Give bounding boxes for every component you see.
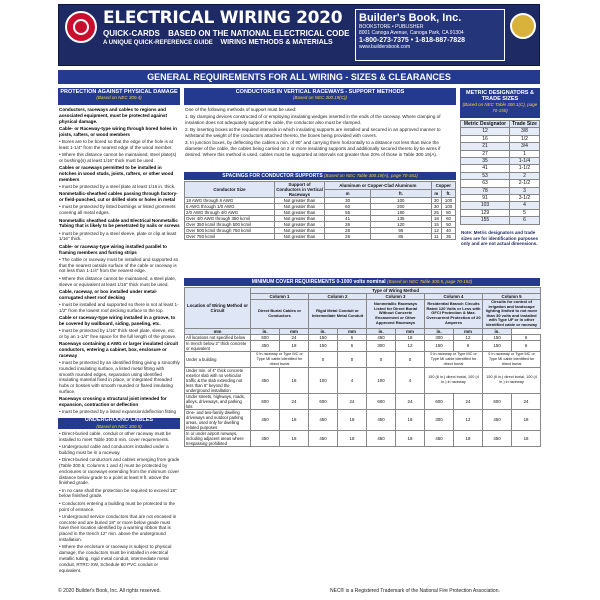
table-cell: 78 bbox=[461, 187, 510, 194]
table-cell: 100 bbox=[442, 198, 456, 204]
vertical-raceways-text bbox=[185, 107, 455, 169]
table-cell: 600 bbox=[425, 393, 454, 409]
table-cell: 150 (6 in.) direct burial, 100 (4 in.) in raceway bbox=[483, 367, 541, 393]
table-cell: 18 bbox=[280, 367, 309, 393]
table-cell: 24 bbox=[512, 393, 541, 409]
table-cell: 18 bbox=[431, 216, 442, 222]
cover-table: Location of Wiring Method or Circuit Type of Wiring Method Column 1 Column 2 Column 3 Column 4 Column 5 Direct Burial Cables or Conductors Rigid Metal Conduit or Intermediate Metal Conduit Nonmetallic Raceways Listed for Direct Burial Without Concrete Encasement or Other Approved Raceways Residential Branch Circuits Rated 120 Volts or Less with GFCI Protection & Max. Overcurrent Protection of 20 Amperes Circuits for control of irrigation and landscape lighting limited to not more than 30 volts and installed with Type UF or in other identified cable or raceway mm in. mm in. mm in. mm in. mm in. All locations not specified below 600 24 150 6 450 18 300 12 150 6 In trench below 2" thick concrete or equivalent 450 18 150 6 300 12 150 6 150 6 Under a building 0 In raceway or Type MC or Type MI cable identified for direct burial 0 0 0 0 0 In raceway or Type MC or Type MI cable identified for direct burial 0 In raceway or Type MC or Type MI cable identified for direct burial Under min. of 4" thick concrete exterior slab with no vehicular traffic & the slab extending not less than 6" beyond the underground installation 450 18 100 4 100 4 150 (6 in.) direct burial, 100 (4 in.) in raceway 150 (6 in.) direct burial, 100 (4 in.) in raceway Under streets, highways, roads, alleys, driveways, and parking lots 600 24 600 24 600 24 600 24 600 24 One- and two-family dwelling driveways and outdoor parking areas, used only for dwelling related purposes 450 18 450 18 450 18 300 12 450 18 In or under airport runways, including adjacent areas where trespassing prohibited 450 18 450 18 450 18 450 18 450 18 bbox=[184, 287, 541, 447]
table-cell: in. bbox=[367, 328, 396, 334]
text-paragraph: Nonmetallic-sheathed cables passing through factory- or field-punched, cut or drilled slots or holes in metal bbox=[59, 191, 178, 203]
table-cell: 100 bbox=[367, 367, 396, 393]
table-cell: Circuits for control of irrigation and landscape lighting limited to not more than 30 volts and installed with Type UF or in other identified cable or raceway bbox=[483, 300, 541, 329]
table-cell: 155 bbox=[461, 217, 510, 224]
table-cell: 12 bbox=[431, 228, 442, 234]
table-cell: 450 bbox=[483, 409, 512, 430]
metric-note: Note: Metric designators and trade sizes are for identification purposes only and are not actual dimensions. bbox=[461, 230, 539, 247]
table-cell: Not greater than bbox=[275, 228, 325, 234]
table-cell: 1-1/2 bbox=[509, 165, 539, 172]
text-paragraph: • Underground cable and conductors installed under a building must be in a raceway. bbox=[59, 444, 169, 455]
table-cell: In trench below 2" thick concrete or equivalent bbox=[185, 340, 251, 351]
table-cell: 0 bbox=[309, 351, 338, 367]
table-cell: 150 bbox=[425, 340, 454, 351]
text-paragraph: • Underground service conductors that are not encased in concrete and are buried 18" or more below grade must have their location identified by a warning ribbon that is placed in the trench 12" min. above the underground installation. bbox=[59, 513, 177, 543]
table-cell: 2/0 AWG through 4/0 AWG bbox=[185, 210, 275, 216]
table-cell: 18 bbox=[338, 430, 367, 446]
table-cell: Over 350 kcmil through 500 kcmil bbox=[185, 222, 275, 228]
table-cell: 450 bbox=[251, 340, 280, 351]
table-cell: 30 bbox=[431, 204, 442, 210]
table-cell: 6 bbox=[509, 217, 539, 224]
table-cell: 63 bbox=[461, 180, 510, 187]
table-cell: 18 AWG through 8 AWG bbox=[185, 198, 275, 204]
trademark-notice: NEC® is a Registered Trademark of the National Fire Protection Association. bbox=[330, 588, 500, 594]
table-cell: 25 bbox=[431, 210, 442, 216]
copyright-notice: © 2020 Builder's Book, Inc. All rights reserved. bbox=[58, 588, 161, 594]
table-cell: 129 bbox=[461, 209, 510, 216]
text-paragraph: Nonmetallic sheathed cable and Electrical Nonmetallic Tubing that is likely to be penetrated by nails or screws bbox=[59, 217, 180, 229]
table-cell: 4 bbox=[509, 202, 539, 209]
table-cell: 30 bbox=[431, 198, 442, 204]
table-row bbox=[461, 209, 540, 216]
text-paragraph: 3. In junction boxes, by deflecting the cables a min. of 90° and carrying them horizontally to a distance not less than twice the diameter of the cable, the cables being carried on 2 or more insulating supports and additionally secured thereto by tie wires if desired. Where this method is used, cables must be supported at intervals not greater than 20% of those in Table 300.19(A). bbox=[185, 140, 441, 158]
table-cell: Under streets, highways, roads, alleys, driveways, and parking lots bbox=[185, 393, 251, 409]
table-cell: 6 bbox=[454, 340, 483, 351]
table-cell: 24 bbox=[396, 393, 425, 409]
table-cell: 24 bbox=[280, 334, 309, 340]
table-cell: 600 bbox=[483, 393, 512, 409]
text-paragraph: • The cable or raceway must be installed and supported so that the nearest outside surface of the cable or raceway is not less than 1-1/4" from the nearest edge. bbox=[59, 256, 179, 274]
text-paragraph: Cable- or Raceway-type wiring through bored holes in joists, rafters, or wood members bbox=[59, 125, 177, 137]
text-paragraph: Cable, raceway, or box installed under metal-corrugated sheet roof decking bbox=[59, 288, 158, 300]
table-cell: 60 bbox=[325, 204, 371, 210]
text-paragraph: • must be protected by a steel plate at least 1/16 in. thick. bbox=[59, 184, 176, 190]
table-cell: 600 bbox=[251, 393, 280, 409]
table-row bbox=[461, 217, 540, 224]
table-cell: mm bbox=[454, 328, 483, 334]
table-cell: 85 bbox=[371, 234, 431, 240]
table-cell: Column 4 bbox=[425, 294, 483, 300]
table-cell: 18 bbox=[454, 430, 483, 446]
subtitle-line-1: QUICK-CARDS BASED ON THE NATIONAL ELECTRICAL CODE bbox=[103, 29, 350, 38]
table-cell: 6 bbox=[338, 340, 367, 351]
table-cell: 450 bbox=[251, 430, 280, 446]
table-cell: 600 bbox=[251, 334, 280, 340]
text-paragraph: Conductors, raceways and cables to regions and associated equipment, must be protected against physical damage. bbox=[59, 107, 167, 124]
publisher-name: Builder's Book, Inc. bbox=[359, 12, 462, 24]
metric-table-body bbox=[461, 128, 540, 224]
protection-heading: PROTECTION AGAINST PHYSICAL DAMAGE (Based on NEC 300.4) bbox=[58, 88, 180, 105]
text-paragraph: • In no case shall the protection be required to exceed 18" below finished grade. bbox=[59, 487, 177, 499]
table-cell: 600 bbox=[367, 393, 396, 409]
table-cell: 600 bbox=[309, 393, 338, 409]
table-row bbox=[185, 351, 541, 367]
table-cell: 450 bbox=[309, 409, 338, 430]
table-cell: All locations not specified below bbox=[185, 334, 251, 340]
text-paragraph: Cables or raceways permitted to be installed in notches in wood studs, joists, rafters, or other wood members bbox=[59, 165, 174, 182]
text-paragraph: • Where this distance cannot be maintained, steel plate(s) or bushing(s) at least 1/16" thick must be used. bbox=[59, 152, 177, 163]
table-cell: 300 bbox=[425, 334, 454, 340]
text-paragraph: • must be protected by 1/16" thick steel plate, sleeve, etc. or by an 1-1/4" free space for the full length of the groove. bbox=[59, 328, 177, 339]
table-cell: in. bbox=[251, 328, 280, 334]
table-cell: in. bbox=[309, 328, 338, 334]
table-cell: Not greater than bbox=[275, 198, 325, 204]
table-cell: 41 bbox=[325, 216, 371, 222]
text-paragraph: 2. By inserting boxes at the required intervals in which insulating supports are installed and secured in an approved manner to withstand the weight of the conductors attached thereto, the boxes being provided with covers. bbox=[185, 127, 441, 139]
text-paragraph: One of the following methods of support must be used: bbox=[185, 107, 297, 112]
table-cell: 4 bbox=[338, 367, 367, 393]
table-cell: mm bbox=[185, 328, 251, 334]
publisher-tagline: BOOKSTORE • PUBLISHER bbox=[359, 24, 424, 30]
table-cell: 18 bbox=[512, 409, 541, 430]
table-row bbox=[461, 150, 540, 157]
table-cell: 50 bbox=[442, 222, 456, 228]
spacing-heading: SPACINGS FOR CONDUCTOR SUPPORTS (Based on NEC Table 300.19(A), page 70-161) bbox=[184, 172, 456, 180]
protection-text bbox=[59, 107, 180, 414]
table-cell: 5 bbox=[509, 209, 539, 216]
table-cell: 4 bbox=[396, 367, 425, 393]
table-cell: 100 bbox=[442, 204, 456, 210]
text-paragraph: Cable or raceway-type wiring installed in a groove, to be covered by wallboard, siding, paneling, etc. bbox=[59, 315, 176, 326]
text-paragraph: • must be protected by listed bushings or listed grommets covering all metal edges. bbox=[59, 204, 176, 216]
table-row bbox=[185, 340, 541, 351]
table-row bbox=[185, 234, 456, 240]
publisher-phone: 1-800-273-7375 • 1-818-887-7828 bbox=[359, 37, 465, 44]
table-cell: 91 bbox=[461, 195, 510, 202]
table-cell: 2 bbox=[509, 172, 539, 179]
table-cell: 12 bbox=[396, 340, 425, 351]
table-cell: Column 2 bbox=[309, 294, 367, 300]
table-cell: Over 500 kcmil through 750 kcmil bbox=[185, 228, 275, 234]
text-paragraph: • Conductors entering a building must be protected to the point of entrance. bbox=[59, 500, 176, 512]
card-title: ELECTRICAL WIRING 2020 bbox=[103, 8, 343, 28]
table-cell: Not greater than bbox=[275, 234, 325, 240]
table-row bbox=[461, 195, 540, 202]
table-cell: Over 750 kcmil bbox=[185, 234, 275, 240]
table-cell: 21 bbox=[461, 143, 510, 150]
table-row bbox=[461, 202, 540, 209]
table-cell: 16 bbox=[461, 135, 510, 142]
table-cell: Not greater than bbox=[275, 216, 325, 222]
table-row bbox=[461, 172, 540, 179]
header-banner bbox=[58, 4, 540, 66]
table-cell: 12 bbox=[461, 128, 510, 135]
table-row bbox=[461, 187, 540, 194]
table-cell: in. bbox=[425, 328, 454, 334]
table-cell: 35 bbox=[442, 234, 456, 240]
table-cell: Not greater than bbox=[275, 222, 325, 228]
table-cell: Column 5 bbox=[483, 294, 541, 300]
underground-text bbox=[59, 431, 180, 585]
table-cell: 150 bbox=[483, 334, 512, 340]
text-paragraph: • must be protected by a listed expansion/deflection fitting bbox=[59, 409, 177, 414]
table-cell: 60 bbox=[442, 216, 456, 222]
text-paragraph: 1. By clamping devices constructed of or employing insulating wedges inserted in the ends of the raceway. Where clamping of insulation does not adequately support the cable, the conductor also must be clamped. bbox=[185, 114, 441, 126]
table-row bbox=[185, 367, 541, 393]
table-cell: mm bbox=[280, 328, 309, 334]
text-paragraph: • Where this distance cannot be maintained, a steel plate, sleeve or equivalent at least 1/16" thick must be used. bbox=[59, 275, 177, 287]
table-cell: 55 bbox=[325, 210, 371, 216]
table-row bbox=[185, 430, 541, 446]
table-cell: 450 bbox=[251, 409, 280, 430]
vertical-raceways-heading: CONDUCTORS IN VERTICAL RACEWAYS - SUPPORT METHODS (Based on NEC 300.19(C)) bbox=[184, 88, 456, 105]
table-cell: Under min. of 4" thick concrete exterior slab with no vehicular traffic & the slab extending not less than 6" beyond the underground installation bbox=[185, 367, 251, 393]
metric-table: Metric Designator Trade Size 12 3/8 16 1/2 21 3/4 27 1 35 1-1/4 41 1-1/2 53 2 63 2-1/2 78 3 91 3-1/2 103 4 129 5 155 6 bbox=[460, 120, 540, 225]
table-cell: 3-1/2 bbox=[509, 195, 539, 202]
table-cell: 450 bbox=[425, 430, 454, 446]
table-cell: 30 bbox=[325, 198, 371, 204]
subtitle-line-2: A UNIQUE QUICK-REFERENCE GUIDE WIRING METHODS & MATERIALS bbox=[103, 39, 333, 46]
table-cell: Residential Branch Circuits Rated 120 Volts or Less with GFCI Protection & Max. Overcurrent Protection of 20 Amperes bbox=[425, 300, 483, 329]
quality-seal-icon bbox=[510, 13, 536, 39]
publisher-website: www.buildersbook.com bbox=[359, 44, 411, 50]
publisher-address: 8001 Canoga Avenue, Canoga Park, CA 91304 bbox=[359, 30, 464, 36]
table-cell: Not greater than bbox=[275, 204, 325, 210]
table-cell: 18 bbox=[280, 340, 309, 351]
table-cell: in. bbox=[483, 328, 512, 334]
table-cell: 450 bbox=[251, 367, 280, 393]
table-cell: One- and two-family dwelling driveways and outdoor parking areas, used only for dwelling related purposes bbox=[185, 409, 251, 430]
table-cell: In or under airport runways, including adjacent areas where trespassing prohibited bbox=[185, 430, 251, 446]
table-cell: 150 bbox=[483, 340, 512, 351]
table-cell: 80 bbox=[442, 210, 456, 216]
table-cell: Over 4/0 AWG through 350 kcmil bbox=[185, 216, 275, 222]
table-cell: 15 bbox=[431, 222, 442, 228]
table-cell: 150 (6 in.) direct burial, 100 (4 in.) in raceway bbox=[425, 367, 483, 393]
table-cell: 1 bbox=[509, 150, 539, 157]
cover-heading: MINIMUM COVER REQUIREMENTS 0-1000 volts nominal (Based on NEC Table 300.5, page 70-152) bbox=[184, 278, 540, 286]
table-cell: 18 bbox=[396, 430, 425, 446]
table-cell: 6 bbox=[512, 340, 541, 351]
table-cell: 100 bbox=[309, 367, 338, 393]
table-cell: Not greater than bbox=[275, 210, 325, 216]
table-cell: 26 bbox=[325, 234, 371, 240]
table-cell: Direct Burial Cables or Conductors bbox=[251, 300, 309, 329]
table-cell: mm bbox=[338, 328, 367, 334]
table-cell: 450 bbox=[367, 409, 396, 430]
text-paragraph: Raceways crossing a structural joint intended for expansion, contraction or deflection bbox=[59, 396, 167, 408]
table-cell: 120 bbox=[371, 222, 431, 228]
table-cell: 36 bbox=[325, 222, 371, 228]
table-row bbox=[461, 143, 540, 150]
table-cell: 11 bbox=[431, 234, 442, 240]
table-cell: 12 bbox=[454, 334, 483, 340]
table-cell: 0 bbox=[367, 351, 396, 367]
table-cell: 35 bbox=[461, 158, 510, 165]
table-cell: 18 bbox=[338, 409, 367, 430]
table-row bbox=[461, 128, 540, 135]
section-banner: GENERAL REQUIREMENTS FOR ALL WIRING - SIZES & CLEARANCES bbox=[58, 70, 540, 84]
table-row bbox=[461, 158, 540, 165]
cover-table-body bbox=[185, 334, 541, 446]
table-row bbox=[461, 135, 540, 142]
table-cell: 18 bbox=[280, 430, 309, 446]
table-cell: 3 bbox=[509, 187, 539, 194]
table-cell: 24 bbox=[280, 393, 309, 409]
table-cell: 3/8 bbox=[509, 128, 539, 135]
table-cell: 0 In raceway or Type MC or Type MI cable identified for direct burial bbox=[483, 351, 541, 367]
table-cell: 27 bbox=[461, 150, 510, 157]
table-cell: 300 bbox=[425, 409, 454, 430]
table-cell: Under a building bbox=[185, 351, 251, 367]
table-cell: 41 bbox=[461, 165, 510, 172]
table-cell: 450 bbox=[483, 430, 512, 446]
publisher-logo-icon bbox=[65, 11, 97, 43]
text-paragraph: • Where the enclosure or raceway is subject to physical damage, the conductors must be installed in electrical metallic tubing, rigid metal conduit, intermediate metal conduit, RTRC-XW, Schedule 80 PVC conduit or equivalent. bbox=[59, 544, 172, 573]
table-cell: 150 bbox=[309, 334, 338, 340]
table-cell: 6 AWG through 1/0 AWG bbox=[185, 204, 275, 210]
table-cell: Nonmetallic Raceways Listed for Direct Burial Without Concrete Encasement or Other Approved Raceways bbox=[367, 300, 425, 329]
table-cell: 24 bbox=[338, 393, 367, 409]
table-cell: Column 3 bbox=[367, 294, 425, 300]
table-cell: 450 bbox=[367, 334, 396, 340]
table-cell: 6 bbox=[338, 334, 367, 340]
table-cell: 1/2 bbox=[509, 135, 539, 142]
table-cell: 0 In raceway or Type MC or Type MI cable identified for direct burial bbox=[425, 351, 483, 367]
table-cell: 200 bbox=[371, 204, 431, 210]
table-cell: 180 bbox=[371, 210, 431, 216]
text-paragraph: • must be installed and supported so there is not at least 1-1/2" from the lowest roof decking surface to the top. bbox=[59, 301, 179, 313]
text-paragraph: • Bores are to be bored so that the edge of the hole is at least 1-1/4" from the nearest edge of the wood member. bbox=[59, 138, 173, 150]
text-paragraph: • must be protected by an identified fitting giving a smoothly rounded insulating surface, a listed metal fitting with smooth rounded edges, separation using identified insulating material fixed in place, or integrated threaded hubs or bosses with smooth rounded or flared insulating surface. bbox=[59, 360, 180, 395]
table-cell: 100 bbox=[371, 198, 431, 204]
table-cell: 300 bbox=[367, 340, 396, 351]
publisher-info bbox=[355, 9, 505, 61]
text-paragraph: • Direct-buried cable, conduit or other raceway must be installed to meet Table 300.5 min. cover requirements. bbox=[59, 431, 171, 442]
table-cell: 450 bbox=[309, 430, 338, 446]
text-paragraph: Raceways containing 4 AWG or larger insulated circuit conductors, entering a cabinet, box, enclosure or raceway bbox=[59, 341, 179, 358]
table-cell: Rigid Metal Conduit or Intermediate Metal Conduit bbox=[309, 300, 367, 329]
table-cell: 6 bbox=[512, 334, 541, 340]
table-cell: 18 bbox=[280, 409, 309, 430]
table-row bbox=[461, 165, 540, 172]
table-cell: 450 bbox=[367, 430, 396, 446]
text-paragraph: • Direct-buried conductors and cables emerging from grade (Table 300.5, Columns 1 and 4) must be protected by enclosures or raceways extending from the minimum cover distance below grade to a point at least 8 ft. above the finished grade. bbox=[59, 457, 180, 486]
table-cell: 2-1/2 bbox=[509, 180, 539, 187]
table-row bbox=[185, 393, 541, 409]
table-cell: 3/4 bbox=[509, 143, 539, 150]
table-cell: 135 bbox=[371, 216, 431, 222]
table-cell: 40 bbox=[442, 228, 456, 234]
table-cell: 28 bbox=[325, 228, 371, 234]
text-paragraph: Cable- or raceway-type wiring installed parallel to framing members and furring strips bbox=[59, 243, 167, 255]
table-cell: mm bbox=[396, 328, 425, 334]
text-paragraph: • must be protected by a steel sleeve, plate or clip at least 1/16" thick. bbox=[59, 230, 177, 242]
table-cell: 18 bbox=[396, 409, 425, 430]
table-row bbox=[461, 180, 540, 187]
spacing-table-body bbox=[185, 198, 456, 240]
spacing-table: Conductor Size Support of Conductors in Vertical Raceways Aluminum or Copper-Clad Aluminum Copper m ft. m ft. 18 AWG through 8 AWG Not greater than 30 100 30 100 6 AWG through 1/0 AWG Not greater than 60 200 30 100 2/0 AWG through 4/0 AWG Not greater than 55 180 25 80 Over 4/0 AWG through 350 kcmil Not greater than 41 135 18 60 Over 350 kcmil through 500 kcmil Not greater than 36 120 15 50 Over 500 kcmil through 750 kcmil Not greater than 28 95 12 40 Over 750 kcmil Not greater than 26 85 11 35 bbox=[184, 181, 456, 240]
underground-heading: UNDERGROUND CABLES (Based on NEC 300.5) bbox=[58, 418, 180, 429]
table-cell: 150 bbox=[309, 340, 338, 351]
table-cell: 12 bbox=[454, 409, 483, 430]
table-cell: 95 bbox=[371, 228, 431, 234]
table-cell: 24 bbox=[454, 393, 483, 409]
table-cell: 18 bbox=[512, 430, 541, 446]
table-cell: Column 1 bbox=[251, 294, 309, 300]
table-cell: 103 bbox=[461, 202, 510, 209]
table-cell: 0 bbox=[396, 351, 425, 367]
metric-heading: METRIC DESIGNATORS & TRADE SIZES (Based on NEC Table 300.1(C), page 70-150) bbox=[460, 88, 540, 118]
table-cell: 0 In raceway or Type MC or Type MI cable identified for direct burial bbox=[251, 351, 309, 367]
table-cell: 18 bbox=[396, 334, 425, 340]
table-cell: 1-1/4 bbox=[509, 158, 539, 165]
table-row bbox=[185, 409, 541, 430]
table-cell: 53 bbox=[461, 172, 510, 179]
table-cell: 0 bbox=[338, 351, 367, 367]
